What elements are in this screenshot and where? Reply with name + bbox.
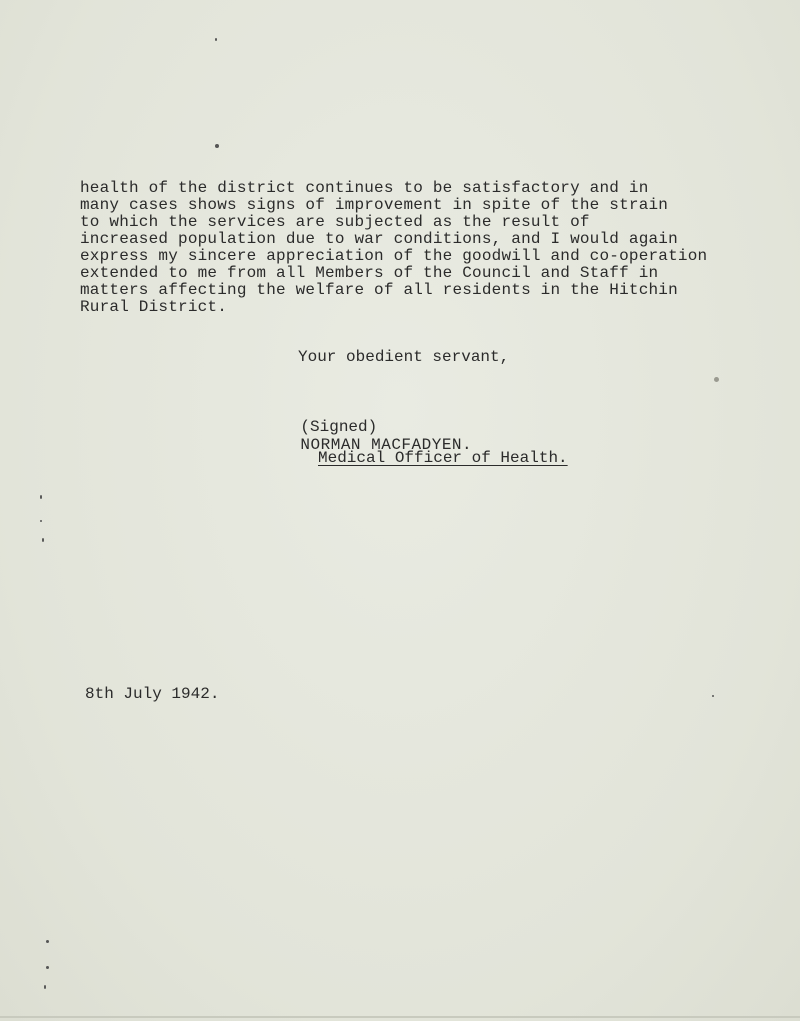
scan-speck: [44, 985, 46, 989]
scan-edge: [0, 1016, 800, 1018]
body-line: Rural District.: [80, 298, 228, 316]
scan-speck: [46, 966, 49, 969]
signed-label: (Signed): [300, 418, 378, 436]
signatory-title: Medical Officer of Health.: [318, 449, 568, 467]
letter-body: [80, 180, 800, 316]
signatory-name: NORMAN MACFADYEN.: [300, 436, 473, 454]
scan-speck: [215, 38, 217, 41]
scan-speck: [42, 538, 44, 542]
scan-speck: [40, 495, 42, 499]
scan-speck: [215, 144, 219, 148]
letter-date: 8th July 1942.: [85, 685, 220, 703]
scan-speck: [46, 940, 49, 943]
closing-salutation: Your obedient servant,: [298, 348, 510, 366]
body-line: matters affecting the welfare of all residents in the Hitchin: [80, 281, 678, 299]
body-line: express my sincere appreciation of the goodwill and co-operation: [80, 247, 708, 265]
scan-speck: [40, 520, 42, 522]
body-line: increased population due to war conditions, and I would again: [80, 230, 678, 248]
scan-speck: [712, 695, 714, 697]
body-line: many cases shows signs of improvement in spite of the strain: [80, 196, 669, 214]
scan-speck: [714, 377, 719, 382]
body-line: extended to me from all Members of the Council and Staff in: [80, 264, 659, 282]
body-line: health of the district continues to be satisfactory and in: [80, 179, 649, 197]
body-line: to which the services are subjected as the result of: [80, 213, 590, 231]
